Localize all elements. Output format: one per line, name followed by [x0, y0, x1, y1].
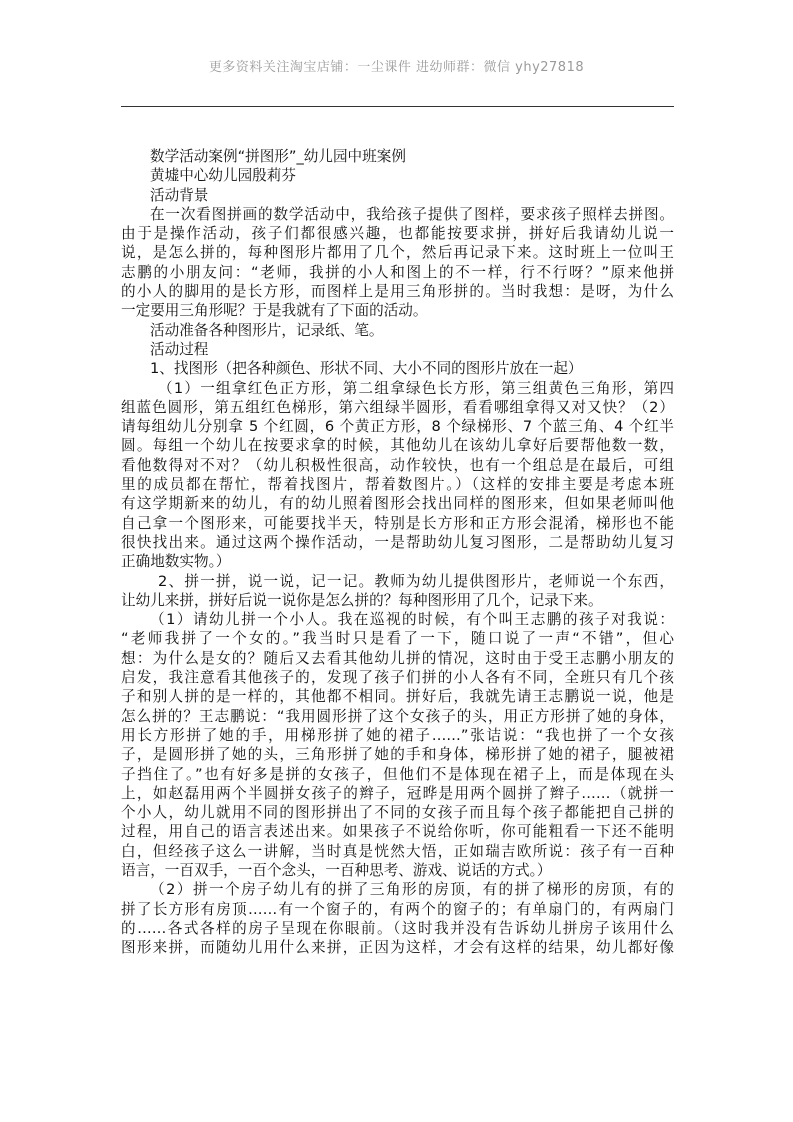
document-line: 组蓝色圆形，第五组红色梯形，第六组绿半圆形，看看哪组拿得又对又快？（2） [121, 398, 674, 416]
document-line: 子，是圆形拼了她的头，三角形拼了她的手和身体，梯形拼了她的裙子，腿被裙 [121, 746, 674, 764]
document-line: 过程，用自己的语言表述出来。如果孩子不说给你听，你可能粗看一下还不能明 [121, 823, 674, 841]
document-line: 数学活动案例“拼图形”_幼儿园中班案例 [150, 148, 406, 165]
document-line: （2）拼一个房子幼儿有的拼了三角形的房顶，有的拼了梯形的房顶，有的 [150, 881, 674, 899]
document-line: 子挡住了。”也有好多是拼的女孩子，但他们不是体现在裙子上，而是体现在头 [121, 765, 674, 783]
document-line: 个小人，幼儿就用不同的图形拼出了不同的女孩子而且每个孩子都能把自己拼的 [121, 804, 674, 822]
document-line: 拼了长方形有房顶……有一个窗子的，有两个的窗子的；有单扇门的，有两扇门 [121, 900, 674, 918]
document-line: 想：为什么是女的？随后又去看其他幼儿拼的情况，这时由于受王志鹏小朋友的 [121, 649, 674, 667]
document-line: 子和别人拼的是一样的，其他都不相同。拼好后，我就先请王志鹏说一说，他是 [121, 688, 674, 706]
document-line: 请每组幼儿分别拿 5 个红圆，6 个黄正方形，8 个绿梯形、7 个蓝三角、4 个红半 [121, 418, 674, 436]
document-line: 有这学期新来的幼儿，有的幼儿照着图形会找出同样的图形来，但如果老师叫他 [121, 495, 674, 513]
document-line: 很快找出来。通过这两个操作活动，一是帮助幼儿复习图形，二是帮助幼儿复习 [121, 533, 674, 551]
page-header: 更多资料关注淘宝店铺：一尘课件 进幼师群：微信 yhy27818 [208, 60, 585, 75]
document-line: 正确地数实物。） [121, 553, 231, 571]
document-line: 活动准备各种图形片，记录纸、笔。 [150, 321, 384, 339]
document-line: 看他数得对不对？（幼儿积极性很高，动作较快，也有一个组总是在最后，可组 [121, 456, 674, 474]
document-line: 怎么拼的？王志鹏说：“我用圆形拼了这个女孩子的头，用正方形拼了她的身体， [121, 707, 674, 725]
document-line: 活动背景 [150, 186, 209, 204]
document-line: 2、拼一拼，说一说，记一记。教师为幼儿提供图形片，老师说一个东西， [158, 572, 674, 590]
document-line: 语言，一百双手，一百个念头，一百种思考、游戏、说话的方式。） [121, 861, 552, 879]
document-line: “老师我拼了一个女的。”我当时只是看了一下，随口说了一声“不错”，但心 [121, 630, 674, 648]
document-line: 一定要用三角形呢？于是我就有了下面的活动。 [121, 302, 428, 320]
document-line: 圆。每组一个幼儿在按要求拿的时候，其他幼儿在该幼儿拿好后要帮他数一数， [121, 437, 674, 455]
document-line: 活动过程 [150, 340, 209, 358]
document-line: 启发，我注意看其他孩子的，发现了孩子们拼的小人各有不同，全班只有几个孩 [121, 669, 674, 687]
document-line: 上，如赵磊用两个半圆拼女孩子的辫子，冠晔是用两个圆拼了辫子……（就拼一 [121, 784, 674, 802]
document-line: 里的成员都在帮忙，帮着找图片，帮着数图片。）（这样的安排主要是考虑本班 [121, 476, 674, 494]
document-line: 说，是怎么拼的，每种图形片都用了几个，然后再记录下来。这时班上一位叫王 [121, 244, 674, 262]
document-line: 黄墟中心幼儿园殷莉芬 [150, 167, 296, 185]
document-line: （1）请幼儿拼一个小人。我在巡视的时候，有个叫王志鹏的孩子对我说： [150, 611, 674, 629]
document-line: 的……各式各样的房子呈现在你眼前。（这时我并没有告诉幼儿拼房子该用什么 [121, 919, 674, 937]
document-line: 图形来拼，而随幼儿用什么来拼，正因为这样，才会有这样的结果，幼儿都好像 [121, 939, 674, 957]
document-line: 由于是操作活动，孩子们都很感兴趣，也都能按要求拼，拼好后我请幼儿说一 [121, 225, 674, 243]
document-line: 在一次看图拼画的数学活动中，我给孩子提供了图样，要求孩子照样去拼图。 [150, 205, 674, 223]
document-line: 1、找图形（把各种颜色、形状不同、大小不同的图形片放在一起） [150, 360, 583, 378]
document-line: 白，但经孩子这么一讲解，当时真是恍然大悟，正如瑞吉欧所说：孩子有一百种 [121, 842, 674, 860]
document-line: 让幼儿来拼，拼好后说一说你是怎么拼的？每种图形用了几个，记录下来。 [121, 591, 603, 609]
document-line: （1）一组拿红色正方形，第二组拿绿色长方形，第三组黄色三角形，第四 [158, 379, 674, 397]
document-line: 的小人的脚用的是长方形，而图样上是用三角形拼的。当时我想：是呀，为什么 [121, 283, 674, 301]
header-divider [121, 106, 674, 107]
document-line: 用长方形拼了她的手，用梯形拼了她的裙子……”张诘说：“我也拼了一个女孩 [121, 726, 674, 744]
document-line: 志鹏的小朋友问：“老师，我拼的小人和图上的不一样，行不行呀？”原来他拼 [121, 263, 674, 281]
document-body [121, 147, 674, 957]
document-line: 自己拿一个图形来，可能要找半天，特别是长方形和正方形会混淆，梯形也不能 [121, 514, 674, 532]
